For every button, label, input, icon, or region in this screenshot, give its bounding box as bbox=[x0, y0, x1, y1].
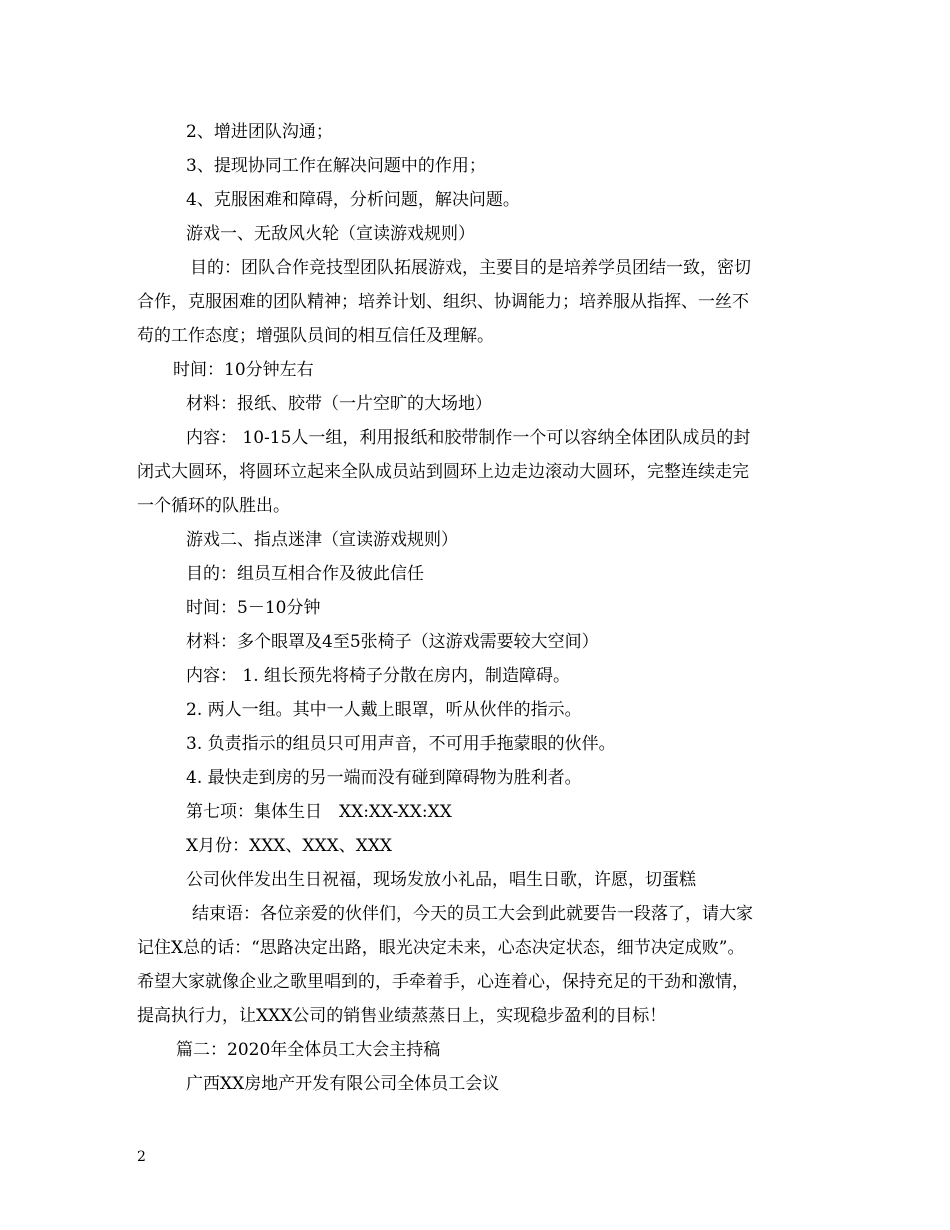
text-line: 材料：报纸、胶带（一片空旷的大场地） bbox=[186, 394, 492, 414]
text-line: 提高执行力，让XXX公司的销售业绩蒸蒸日上，实现稳步盈利的目标！ bbox=[137, 1006, 667, 1026]
section-heading: 篇二：2020年全体员工大会主持稿 bbox=[176, 1040, 441, 1060]
text-line: 3. 负责指示的组员只可用声音，不可用手拖蒙眼的伙伴。 bbox=[186, 734, 616, 754]
text-line: 2. 两人一组。其中一人戴上眼罩，听从伙伴的指示。 bbox=[186, 700, 582, 720]
text-line: 内容： 1. 组长预先将椅子分散在房内，制造障碍。 bbox=[186, 666, 571, 686]
section-heading: 第七项：集体生日 XX:XX-XX:XX bbox=[186, 802, 452, 822]
text-line: 广西XX房地产开发有限公司全体员工会议 bbox=[186, 1074, 500, 1094]
text-line: 内容： 10-15人一组，利用报纸和胶带制作一个可以容纳全体团队成员的封 bbox=[186, 428, 751, 448]
text-line: 闭式大圆环，将圆环立起来全队成员站到圆环上边走边滚动大圆环，完整连续走完 bbox=[137, 462, 749, 482]
text-line: 2、增进团队沟通； bbox=[186, 122, 333, 142]
page-number: 2 bbox=[137, 1149, 146, 1165]
text-line: 4、克服困难和障碍，分析问题，解决问题。 bbox=[186, 190, 520, 210]
text-line: 3、提现协同工作在解决问题中的作用； bbox=[186, 156, 486, 176]
section-heading: 游戏一、无敌风火轮（宣读游戏规则） bbox=[186, 224, 475, 244]
text-line: 结束语：各位亲爱的伙伴们，今天的员工大会到此就要告一段落了，请大家 bbox=[192, 904, 753, 924]
text-line: 记住X总的话：“思路决定出路，眼光决定未来，心态决定状态，细节决定成败”。 bbox=[137, 938, 745, 958]
text-line: 时间：5－10分钟 bbox=[186, 598, 321, 618]
text-line: 希望大家就像企业之歌里唱到的，手牵着手，心连着心，保持充足的干劲和激情， bbox=[137, 972, 749, 992]
text-line: 目的：团队合作竞技型团队拓展游戏，主要目的是培养学员团结一致，密切 bbox=[190, 258, 751, 278]
text-line: 时间：10分钟左右 bbox=[173, 360, 314, 380]
text-line: 目的：组员互相合作及彼此信任 bbox=[186, 564, 424, 584]
text-line: 4. 最快走到房的另一端而没有碰到障碍物为胜利者。 bbox=[186, 768, 582, 788]
text-line: 公司伙伴发出生日祝福，现场发放小礼品，唱生日歌，许愿，切蛋糕 bbox=[186, 870, 696, 890]
text-line: 材料：多个眼罩及4至5张椅子（这游戏需要较大空间） bbox=[186, 632, 599, 652]
text-line: X月份：XXX、XXX、XXX bbox=[186, 836, 393, 856]
section-heading: 游戏二、指点迷津（宣读游戏规则） bbox=[186, 530, 458, 550]
text-line: 合作，克服困难的团队精神；培养计划、组织、协调能力；培养服从指挥、一丝不 bbox=[137, 292, 749, 312]
text-line: 一个循环的队胜出。 bbox=[137, 496, 290, 516]
text-line: 苟的工作态度；增强队员间的相互信任及理解。 bbox=[137, 326, 494, 346]
